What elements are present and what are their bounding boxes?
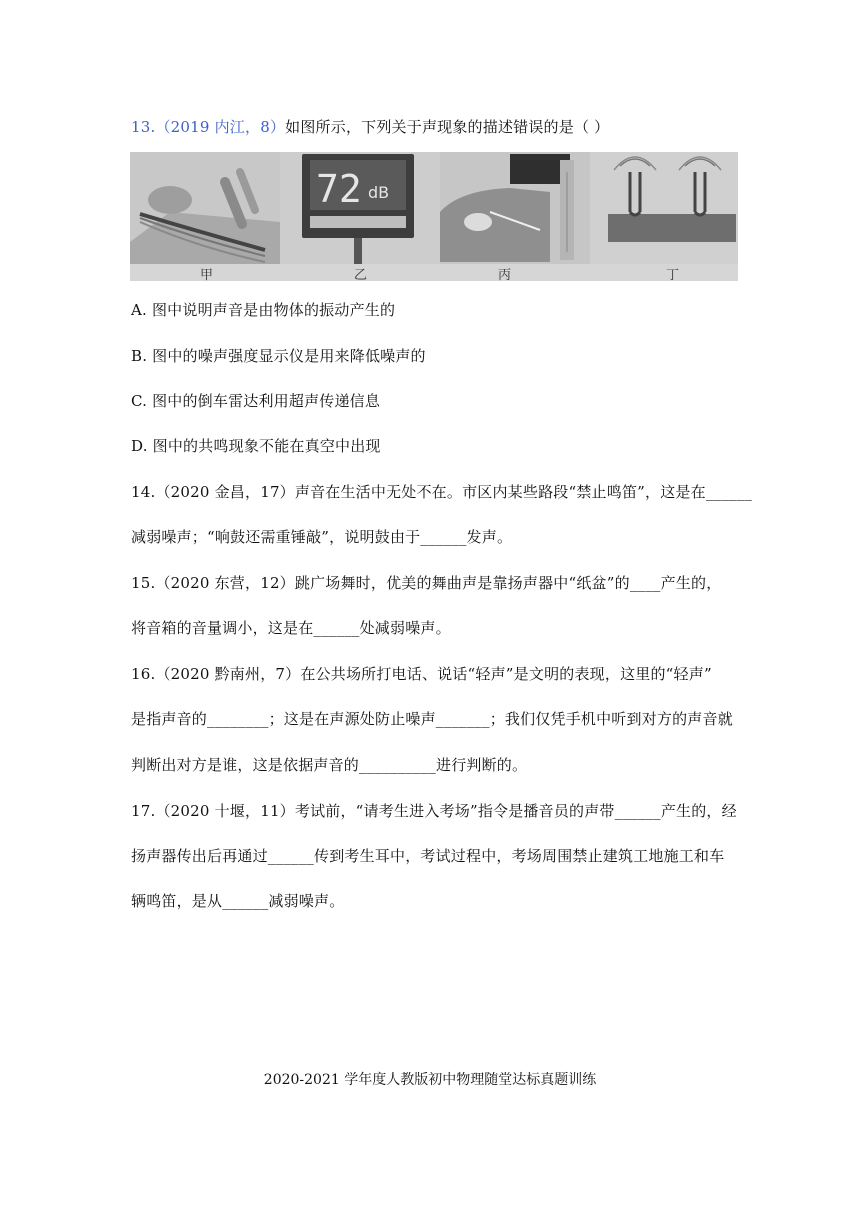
question-17-line-1: 17.（2020 十堰，11）考试前，“请考生进入考场”指令是播音员的声带______产生的，经: [131, 802, 737, 820]
question-17-line-3: 辆鸣笛，是从______减弱噪声。: [131, 892, 345, 910]
panel-label-ding: 丁: [666, 268, 680, 281]
option-d: D. 图中的共鸣现象不能在真空中出现: [131, 437, 381, 455]
question-13-source: 13.（2019 内江，8）: [131, 118, 286, 136]
question-13-text: 如图所示，下列关于声现象的描述错误的是（ ）: [285, 118, 610, 136]
option-a: A. 图中说明声音是由物体的振动产生的: [131, 301, 396, 319]
panel-label-jia: 甲: [200, 268, 214, 281]
question-13-figure: [130, 152, 738, 281]
panel-yi-noise-meter: [280, 152, 440, 264]
question-16-line-2: 是指声音的________；这是在声源处防止噪声_______；我们仅凭手机中听到对方的声音就: [131, 710, 733, 728]
panel-bing-car-radar: [440, 152, 590, 264]
panel-ding-tuning-forks: [590, 152, 738, 264]
panel-label-yi: 乙: [354, 268, 368, 281]
option-c: C. 图中的倒车雷达利用超声传递信息: [131, 392, 381, 410]
meter-reading: 72: [316, 167, 362, 211]
question-16-line-1: 16.（2020 黔南州，7）在公共场所打电话、说话“轻声”是文明的表现，这里的“轻声”: [131, 665, 712, 683]
question-14-line-2: 减弱噪声；“响鼓还需重锤敲”，说明鼓由于______发声。: [131, 528, 513, 546]
question-17-line-2: 扬声器传出后再通过______传到考生耳中，考试过程中，考场周围禁止建筑工地施工和车: [131, 847, 725, 865]
option-b: B. 图中的噪声强度显示仪是用来降低噪声的: [131, 347, 426, 365]
question-13: [131, 117, 609, 137]
question-14-line-1: 14.（2020 金昌，17）声音在生活中无处不在。市区内某些路段“禁止鸣笛”，这是在______: [131, 483, 753, 501]
question-15-line-2: 将音箱的音量调小，这是在______处减弱噪声。: [131, 619, 451, 637]
meter-unit: dB: [368, 183, 390, 202]
panel-jia-image: [130, 152, 280, 264]
question-15-line-1: 15.（2020 东营，12）跳广场舞时，优美的舞曲声是靠扬声器中“纸盆”的____产生的，: [131, 574, 722, 592]
panel-label-bing: 丙: [498, 268, 512, 281]
question-16-line-3: 判断出对方是谁，这是依据声音的__________进行判断的。: [131, 756, 528, 774]
page-footer: 2020-2021 学年度人教版初中物理随堂达标真题训练: [263, 1072, 597, 1088]
